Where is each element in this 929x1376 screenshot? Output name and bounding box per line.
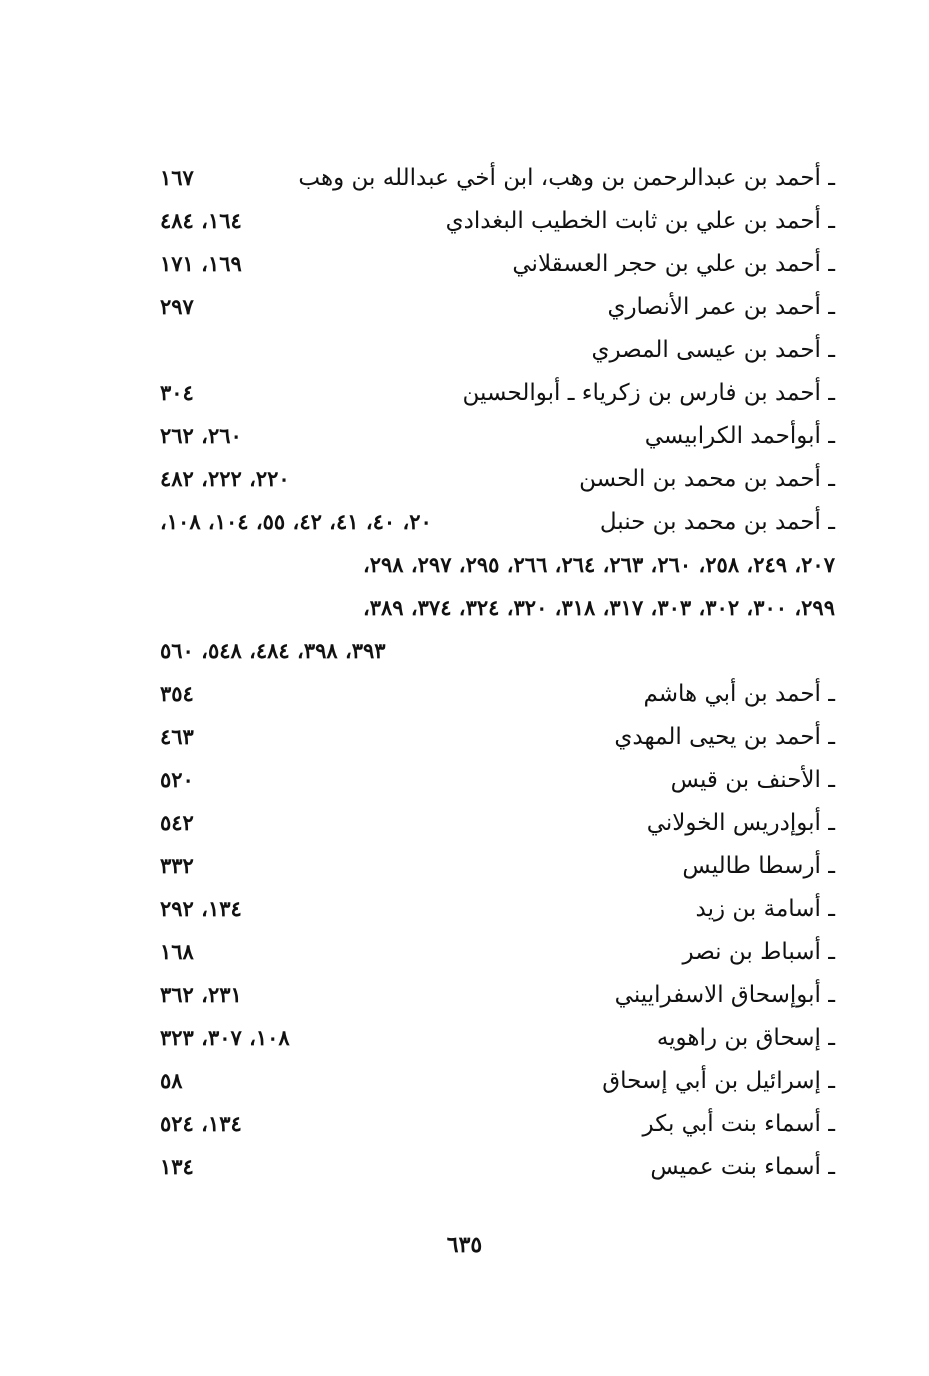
entry-name: ـ أسماء بنت أبي بكر — [642, 1111, 835, 1137]
index-entry — [160, 803, 835, 843]
entry-name: ـ أحمد بن عمر الأنصاري — [607, 294, 835, 320]
entry-name: ـ أرسطا طاليس — [682, 853, 835, 879]
entry-pages: ١٠٨، ٣٠٧، ٣٢٣ — [160, 1025, 290, 1050]
entry-pages: ٣٥٤ — [160, 681, 194, 706]
entry-name: ـ إسرائيل بن أبي إسحاق — [602, 1068, 835, 1094]
entry-name: ـ أحمد بن فارس بن زكرياء ـ أبوالحسين — [462, 380, 835, 406]
entry-pages: ١٦٩، ١٧١ — [160, 251, 242, 276]
entry-pages: ١٦٧ — [160, 165, 194, 190]
index-entry — [160, 1147, 835, 1187]
entry-pages: ١٣٤، ٢٩٢ — [160, 896, 242, 921]
entry-name: ـ إسحاق بن راهويه — [656, 1025, 835, 1051]
entry-pages: ١٣٤ — [160, 1154, 194, 1179]
index-entry — [160, 975, 835, 1015]
entry-pages: ٤٦٣ — [160, 724, 194, 749]
entry-pages: ١٦٤، ٤٨٤ — [160, 208, 242, 233]
entry-name: ـ أسامة بن زيد — [695, 896, 835, 922]
entry-pages: ٢٩٧ — [160, 294, 194, 319]
entry-pages: ٢٦٠، ٢٦٢ — [160, 423, 242, 448]
continuation-text: ٢٩٩، ٣٠٠، ٣٠٢، ٣٠٣، ٣١٧، ٣١٨، ٣٢٠، ٣٢٤، ٣٧٤، ٣٨٩، — [362, 595, 835, 620]
entry-name: ـ أبوإسحاق الاسفراييني — [614, 982, 835, 1008]
entry-name: ـ أسماء بنت عميس — [650, 1154, 835, 1180]
index-entry — [160, 416, 835, 456]
entry-pages: ٥٨ — [160, 1068, 183, 1093]
entry-name: ـ أسباط بن نصر — [682, 939, 835, 965]
entry-name: ـ أحمد بن علي بن ثابت الخطيب البغدادي — [445, 208, 835, 234]
index-entry — [160, 1018, 835, 1058]
entry-name: ـ أحمد بن عيسى المصري — [591, 337, 835, 363]
entry-pages: ٥٤٢ — [160, 810, 194, 835]
entry-name: ـ أحمد بن محمد بن حنبل — [599, 509, 835, 535]
index-entry — [160, 244, 835, 284]
entry-name: ـ أحمد بن عبدالرحمن بن وهب، ابن أخي عبدالله بن وهب — [298, 165, 835, 191]
index-entry — [160, 889, 835, 929]
entry-name: ـ أحمد بن أبي هاشم — [643, 681, 835, 707]
index-entry — [160, 717, 835, 757]
entry-name: ـ الأحنف بن قيس — [670, 767, 835, 793]
index-entry — [160, 158, 835, 198]
index-entry — [160, 373, 835, 413]
entry-name: ـ أحمد بن علي بن حجر العسقلاني — [512, 251, 835, 277]
entry-name: ـ أبوأحمد الكرابيسي — [644, 423, 835, 449]
pages-continuation-line — [160, 545, 835, 585]
entry-pages: ٢٢٠، ٢٢٢، ٤٨٢ — [160, 466, 290, 491]
index-entry — [160, 330, 835, 370]
index-entry — [160, 846, 835, 886]
continuation-text: ٣٩٣، ٣٩٨، ٤٨٤، ٥٤٨، ٥٦٠ — [160, 638, 386, 663]
index-entry — [160, 201, 835, 241]
entry-name: ـ أحمد بن يحيى المهدي — [614, 724, 835, 750]
page-number: ٦٣٥ — [446, 1232, 483, 1258]
entry-name: ـ أحمد بن محمد بن الحسن — [579, 466, 835, 492]
entry-pages: ٢٠، ٤٠، ٤١، ٤٢، ٥٥، ١٠٤، ١٠٨، — [160, 509, 432, 534]
pages-continuation-line — [160, 631, 835, 671]
index-entry — [160, 1061, 835, 1101]
continuation-text: ٢٠٧، ٢٤٩، ٢٥٨، ٢٦٠، ٢٦٣، ٢٦٤، ٢٦٦، ٢٩٥، ٢٩٧، ٢٩٨، — [362, 552, 835, 577]
index-entry — [160, 674, 835, 714]
index-entry — [160, 287, 835, 327]
entry-pages: ٣٣٢ — [160, 853, 194, 878]
pages-continuation-line — [160, 588, 835, 628]
entry-pages: ٥٢٠ — [160, 767, 194, 792]
index-entry — [160, 502, 835, 542]
entry-pages: ١٣٤، ٥٢٤ — [160, 1111, 242, 1136]
entry-name: ـ أبوإدريس الخولاني — [646, 810, 835, 836]
index-entry — [160, 1104, 835, 1144]
entry-pages: ١٦٨ — [160, 939, 194, 964]
index-entry — [160, 760, 835, 800]
entry-pages: ٣٠٤ — [160, 380, 194, 405]
index-entry — [160, 932, 835, 972]
index-entry — [160, 459, 835, 499]
entry-pages: ٢٣١، ٣٦٢ — [160, 982, 242, 1007]
